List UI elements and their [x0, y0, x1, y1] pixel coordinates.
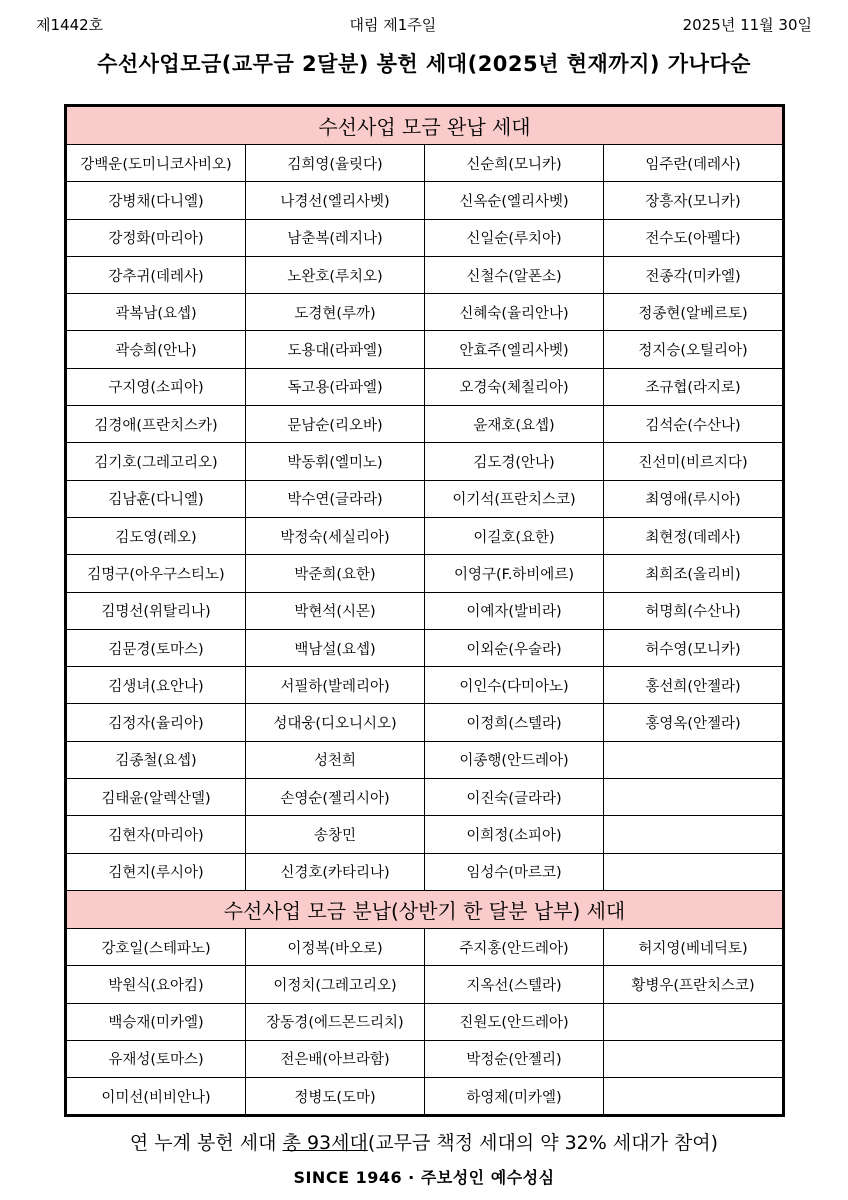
donor-name-cell: 황병우(프란치스코) [604, 966, 783, 1003]
donor-name-cell: 허수영(모니카) [604, 629, 783, 666]
donor-name-cell: 도용대(라파엘) [246, 331, 425, 368]
table-row [67, 1040, 783, 1077]
donor-name-cell: 홍선희(안젤라) [604, 667, 783, 704]
donor-name-cell: 박원식(요아킴) [67, 966, 246, 1003]
donor-name-cell: 김남훈(다니엘) [67, 480, 246, 517]
empty-cell [604, 741, 783, 778]
donor-name-cell: 박수연(글라라) [246, 480, 425, 517]
table-row [67, 667, 783, 704]
section-header-row [67, 890, 783, 928]
table-row [67, 443, 783, 480]
donor-name-cell: 이외순(우술라) [425, 629, 604, 666]
donor-name-cell: 김현지(루시아) [67, 853, 246, 890]
table-row [67, 145, 783, 182]
issue-header-bar [36, 14, 812, 34]
donor-name-cell: 박준희(요한) [246, 555, 425, 592]
donor-name-cell: 김생녀(요안나) [67, 667, 246, 704]
donor-name-cell: 하영제(미카엘) [425, 1078, 604, 1115]
donor-table [66, 106, 783, 1115]
donor-name-cell: 박동휘(엘미노) [246, 443, 425, 480]
empty-cell [604, 816, 783, 853]
table-row [67, 331, 783, 368]
table-row [67, 741, 783, 778]
donor-name-cell: 최현정(데레사) [604, 517, 783, 554]
table-row [67, 629, 783, 666]
donor-name-cell: 이정복(바오로) [246, 928, 425, 965]
donor-name-cell: 박정순(안젤리) [425, 1040, 604, 1077]
donor-name-cell: 이정치(그레고리오) [246, 966, 425, 1003]
donor-name-cell: 곽복남(요셉) [67, 294, 246, 331]
table-row [67, 966, 783, 1003]
table-row [67, 928, 783, 965]
donor-name-cell: 최희조(올리비) [604, 555, 783, 592]
donor-name-cell: 홍영옥(안젤라) [604, 704, 783, 741]
donor-name-cell: 독고용(라파엘) [246, 368, 425, 405]
donor-name-cell: 강정화(마리아) [67, 219, 246, 256]
donor-name-cell: 백남설(요셉) [246, 629, 425, 666]
table-row [67, 779, 783, 816]
donor-name-cell: 김희영(율릿다) [246, 145, 425, 182]
cumulative-total [0, 1128, 848, 1155]
table-row [67, 256, 783, 293]
donor-name-cell: 이기석(프란치스코) [425, 480, 604, 517]
donor-name-cell: 김명선(위탈리나) [67, 592, 246, 629]
parish-motto: SINCE 1946 · 주보성인 예수성심 [293, 1168, 555, 1187]
empty-cell [604, 1040, 783, 1077]
donor-name-cell: 주지홍(안드레아) [425, 928, 604, 965]
donor-name-cell: 허지영(베네딕토) [604, 928, 783, 965]
donor-name-cell: 허명희(수산나) [604, 592, 783, 629]
donor-name-cell: 최영애(루시아) [604, 480, 783, 517]
donor-name-cell: 신순희(모니카) [425, 145, 604, 182]
liturgical-week: 대림 제1주일 [349, 15, 437, 34]
table-row [67, 406, 783, 443]
donor-name-cell: 신철수(알폰소) [425, 256, 604, 293]
donor-name-cell: 노완호(루치오) [246, 256, 425, 293]
donor-name-cell: 김기호(그레고리오) [67, 443, 246, 480]
donor-name-cell: 성천희 [246, 741, 425, 778]
table-row [67, 816, 783, 853]
donor-name-cell: 이영구(F.하비에르) [425, 555, 604, 592]
donor-name-cell: 전은배(아브라함) [246, 1040, 425, 1077]
donor-name-cell: 김태윤(알렉산델) [67, 779, 246, 816]
donor-name-cell: 전수도(아펠다) [604, 219, 783, 256]
donor-name-cell: 곽승희(안나) [67, 331, 246, 368]
donor-name-cell: 정종현(알베르토) [604, 294, 783, 331]
total-count: 총 93세대 [282, 1132, 368, 1154]
donor-name-cell: 서필하(발레리아) [246, 667, 425, 704]
donor-name-cell: 김도영(레오) [67, 517, 246, 554]
donor-name-cell: 김명구(아우구스티노) [67, 555, 246, 592]
donor-name-cell: 손영순(젤리시아) [246, 779, 425, 816]
donor-name-cell: 김정자(율리아) [67, 704, 246, 741]
donor-name-cell: 이인수(다미아노) [425, 667, 604, 704]
section-header-row [67, 107, 783, 145]
donor-name-cell: 박현석(시몬) [246, 592, 425, 629]
donor-name-cell: 김문경(토마스) [67, 629, 246, 666]
table-row [67, 480, 783, 517]
donor-name-cell: 강백운(도미니코사비오) [67, 145, 246, 182]
donor-name-cell: 강병채(다니엘) [67, 182, 246, 219]
donor-table-frame [64, 104, 785, 1117]
donor-name-cell: 김경애(프란치스카) [67, 406, 246, 443]
donor-name-cell: 신경호(카타리나) [246, 853, 425, 890]
section-heading: 수선사업 모금 완납 세대 [67, 107, 783, 145]
table-row [67, 704, 783, 741]
donor-name-cell: 김석순(수산나) [604, 406, 783, 443]
donor-name-cell: 장동경(에드몬드리치) [246, 1003, 425, 1040]
donor-name-cell: 신일순(루치아) [425, 219, 604, 256]
donor-name-cell: 전종각(미카엘) [604, 256, 783, 293]
donor-name-cell: 나경선(엘리사벳) [246, 182, 425, 219]
donor-name-cell: 송창민 [246, 816, 425, 853]
donor-name-cell: 장흥자(모니카) [604, 182, 783, 219]
table-row [67, 1003, 783, 1040]
donor-name-cell: 조규협(라지로) [604, 368, 783, 405]
donor-name-cell: 오경숙(체칠리아) [425, 368, 604, 405]
donor-name-cell: 윤재호(요셉) [425, 406, 604, 443]
total-prefix: 연 누계 봉헌 세대 [129, 1132, 283, 1154]
donor-name-cell: 김도경(안나) [425, 443, 604, 480]
table-row [67, 219, 783, 256]
donor-table-body [67, 107, 783, 1115]
donor-name-cell: 구지영(소피아) [67, 368, 246, 405]
donor-name-cell: 신혜숙(율리안나) [425, 294, 604, 331]
donor-name-cell: 신옥순(엘리사벳) [425, 182, 604, 219]
donor-name-cell: 이희정(소피아) [425, 816, 604, 853]
table-row [67, 1078, 783, 1115]
donor-name-cell: 박정숙(세실리아) [246, 517, 425, 554]
donor-name-cell: 임주란(데레사) [604, 145, 783, 182]
donor-name-cell: 남춘복(레지나) [246, 219, 425, 256]
donor-name-cell: 성대웅(디오니시오) [246, 704, 425, 741]
empty-cell [604, 1003, 783, 1040]
donor-name-cell: 진선미(비르지다) [604, 443, 783, 480]
donor-name-cell: 강추귀(데레사) [67, 256, 246, 293]
donor-name-cell: 유재성(토마스) [67, 1040, 246, 1077]
empty-cell [604, 1078, 783, 1115]
total-suffix: (교무금 책정 세대의 약 32% 세대가 참여) [367, 1132, 719, 1154]
table-row [67, 555, 783, 592]
donor-name-cell: 백승재(미카엘) [67, 1003, 246, 1040]
donor-name-cell: 강호일(스테파노) [67, 928, 246, 965]
table-row [67, 517, 783, 554]
donor-name-cell: 김종철(요셉) [67, 741, 246, 778]
issue-number: 제1442호 [36, 15, 104, 34]
section-heading: 수선사업 모금 분납(상반기 한 달분 납부) 세대 [67, 890, 783, 928]
empty-cell [604, 779, 783, 816]
empty-cell [604, 853, 783, 890]
donor-name-cell: 정지승(오틸리아) [604, 331, 783, 368]
donor-name-cell: 임성수(마르코) [425, 853, 604, 890]
donor-name-cell: 문남순(리오바) [246, 406, 425, 443]
donor-name-cell: 도경현(루까) [246, 294, 425, 331]
donor-name-cell: 이정희(스텔라) [425, 704, 604, 741]
table-row [67, 182, 783, 219]
table-row [67, 368, 783, 405]
donor-name-cell: 지옥선(스텔라) [425, 966, 604, 1003]
page-title: 수선사업모금(교무금 2달분) 봉헌 세대(2025년 현재까지) 가나다순 [97, 52, 751, 76]
table-row [67, 853, 783, 890]
donor-name-cell: 이미선(비비안나) [67, 1078, 246, 1115]
donor-name-cell: 진원도(안드레아) [425, 1003, 604, 1040]
table-row [67, 294, 783, 331]
donor-name-cell: 이종행(안드레아) [425, 741, 604, 778]
donor-name-cell: 정병도(도마) [246, 1078, 425, 1115]
table-row [67, 592, 783, 629]
issue-date: 2025년 11월 30일 [682, 15, 812, 34]
donor-name-cell: 이예자(발비라) [425, 592, 604, 629]
donor-name-cell: 안효주(엘리사벳) [425, 331, 604, 368]
donor-name-cell: 이길호(요한) [425, 517, 604, 554]
donor-name-cell: 이진숙(글라라) [425, 779, 604, 816]
donor-name-cell: 김현자(마리아) [67, 816, 246, 853]
